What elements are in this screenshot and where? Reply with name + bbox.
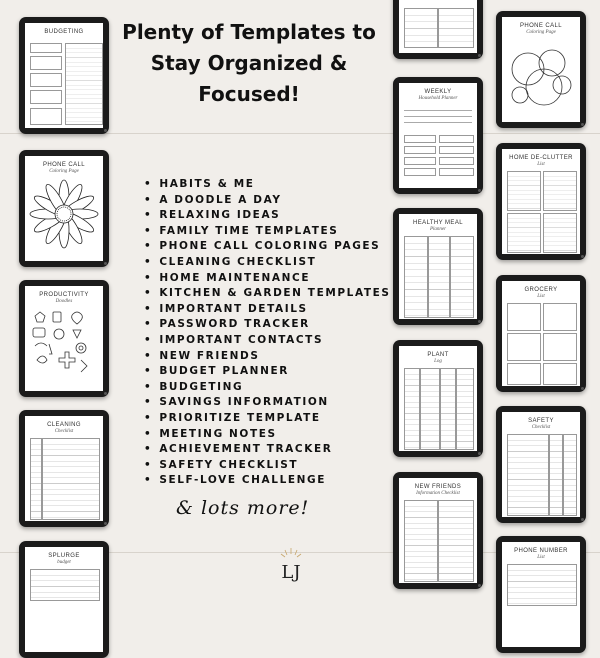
tablet-healthy-meal-planner	[393, 208, 483, 325]
template-subtitle: budget	[57, 560, 71, 565]
template-subtitle: Doodles	[55, 299, 73, 304]
flower-illustration	[29, 178, 99, 256]
template-title: PHONE NUMBER	[514, 548, 568, 554]
feature-item: • CLEANING CHECKLIST	[144, 255, 391, 271]
page-title: Plenty of Templates to Stay Organized & Focused!	[122, 20, 376, 106]
feature-item: • RELAXING IDEAS	[144, 208, 391, 224]
lots-more-text: & lots more!	[176, 497, 310, 519]
feature-item: • SAVINGS INFORMATION	[144, 395, 391, 411]
feature-item: • BUDGET PLANNER	[144, 364, 391, 380]
template-title: SPLURGE	[48, 553, 80, 559]
feature-item: • KITCHEN & GARDEN TEMPLATES	[144, 286, 391, 302]
doodle-shapes	[29, 308, 99, 388]
feature-item: • MEETING NOTES	[144, 427, 391, 443]
template-subtitle: Household Planner	[418, 96, 458, 101]
template-subtitle: List	[537, 555, 545, 560]
feature-item: • IMPORTANT DETAILS	[144, 302, 391, 318]
feature-item: • ACHIEVEMENT TRACKER	[144, 442, 391, 458]
tablet-plant-log	[393, 340, 483, 457]
tablet-safety-checklist	[496, 406, 586, 523]
feature-item: • HABITS & ME	[144, 177, 391, 193]
template-subtitle: Planner	[429, 227, 447, 232]
tablet-phone-call-circles	[496, 11, 586, 128]
template-title: WEEKLY	[424, 89, 452, 95]
tablet-important-details	[393, 0, 483, 59]
feature-item: • SELF-LOVE CHALLENGE	[144, 473, 391, 489]
feature-item: • FAMILY TIME TEMPLATES	[144, 224, 391, 240]
template-subtitle: List	[537, 294, 545, 299]
tablet-phone-number-list	[496, 536, 586, 653]
template-title: PHONE CALL	[42, 162, 85, 168]
feature-item: • PASSWORD TRACKER	[144, 317, 391, 333]
template-title: SAFETY	[528, 418, 554, 424]
feature-item: • PRIORITIZE TEMPLATE	[144, 411, 391, 427]
template-title: BUDGETING	[44, 29, 84, 35]
template-title: PLANT	[427, 352, 449, 358]
template-subtitle: Coloring Page	[526, 30, 556, 35]
svg-text:LJ: LJ	[281, 562, 301, 583]
template-subtitle: Information Checklist	[416, 491, 460, 496]
feature-item: • PHONE CALL COLORING PAGES	[144, 239, 391, 255]
template-subtitle: Log	[434, 359, 442, 364]
feature-item: • A DOODLE A DAY	[144, 193, 391, 209]
template-subtitle: Coloring Page	[49, 169, 79, 174]
template-title: NEW FRIENDS	[414, 484, 462, 490]
template-title: GROCERY	[524, 287, 558, 293]
template-title: CLEANING	[47, 422, 81, 428]
tablet-phone-call-coloring	[19, 150, 109, 267]
tablet-productivity-doodles	[19, 280, 109, 397]
tablet-budgeting	[19, 17, 109, 134]
tablet-home-declutter	[496, 143, 586, 260]
feature-item: • NEW FRIENDS	[144, 349, 391, 365]
feature-list	[144, 177, 391, 489]
feature-item: • SAFETY CHECKLIST	[144, 458, 391, 474]
template-title: HOME DE-CLUTTER	[509, 155, 573, 161]
tablet-cleaning-checklist	[19, 410, 109, 527]
tablet-weekly-planner	[393, 77, 483, 194]
template-title: PHONE CALL	[519, 23, 562, 29]
tablet-grocery-list	[496, 275, 586, 392]
template-subtitle: List	[537, 162, 545, 167]
circles-illustration	[506, 39, 576, 119]
template-subtitle: Checklist	[54, 429, 74, 434]
feature-item: • HOME MAINTENANCE	[144, 271, 391, 287]
template-title: HEALTHY MEAL	[413, 220, 463, 226]
brand-logo	[276, 546, 306, 592]
template-title: PRODUCTIVITY	[39, 292, 89, 298]
template-subtitle: Checklist	[531, 425, 551, 430]
tablet-new-friends	[393, 472, 483, 589]
feature-item: • IMPORTANT CONTACTS	[144, 333, 391, 349]
feature-item: • BUDGETING	[144, 380, 391, 396]
